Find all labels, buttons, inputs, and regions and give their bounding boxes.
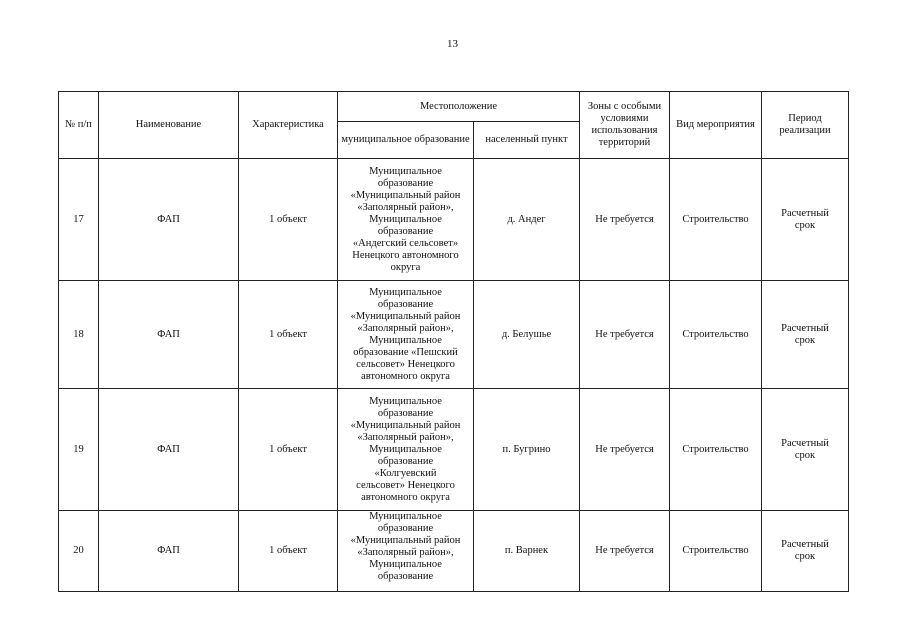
objects-table [58,91,849,592]
municipality-text: Муниципальное образование «Муниципальный район «Заполярный район», Муниципальное образование «Колгуевский сельсовет» Ненецкого автономного округа [350,395,461,503]
row-characteristic: 1 объект [239,159,338,281]
header-zones: Зоны с особыми условиями использования территорий [580,92,670,159]
row-num: 17 [59,159,99,281]
table-row [59,511,849,592]
row-zones: Не требуется [580,281,670,389]
header-characteristic: Характеристика [239,92,338,159]
row-name: ФАП [99,389,239,511]
header-num: № п/п [59,92,99,159]
row-activity: Строительство [670,511,762,592]
row-activity: Строительство [670,159,762,281]
header-municipality: муниципальное образование [338,122,474,159]
page-number: 13 [447,38,458,50]
row-characteristic: 1 объект [239,281,338,389]
municipality-text: Муниципальное образование «Муниципальный район «Заполярный район», Муниципальное образование «Пешский сельсовет» Ненецкого автономного округа [350,286,461,382]
row-num: 19 [59,389,99,511]
row-zones: Не требуется [580,159,670,281]
row-zones: Не требуется [580,389,670,511]
row-settlement: п. Варнек [474,511,580,592]
header-settlement: населенный пункт [474,122,580,159]
municipality-text: Муниципальное образование «Муниципальный район «Заполярный район», Муниципальное образование [350,511,461,582]
header-period: Период реализации [762,92,849,159]
row-characteristic: 1 объект [239,389,338,511]
header-activity: Вид мероприятия [670,92,762,159]
row-activity: Строительство [670,281,762,389]
row-municipality [338,159,474,281]
row-num: 20 [59,511,99,592]
table-row [59,281,849,389]
table-row [59,389,849,511]
municipality-text: Муниципальное образование «Муниципальный район «Заполярный район», Муниципальное образование «Андегский сельсовет» Ненецкого автономного округа [350,165,461,273]
row-name: ФАП [99,281,239,389]
row-period: Расчетный срок [762,159,849,281]
header-location: Местоположение [338,92,580,122]
row-municipality [338,281,474,389]
row-name: ФАП [99,511,239,592]
row-num: 18 [59,281,99,389]
row-period: Расчетный срок [762,511,849,592]
row-settlement: д. Андег [474,159,580,281]
row-characteristic: 1 объект [239,511,338,592]
row-period: Расчетный срок [762,281,849,389]
row-municipality [338,511,474,592]
header-name: Наименование [99,92,239,159]
row-period: Расчетный срок [762,389,849,511]
row-settlement: д. Белушье [474,281,580,389]
row-municipality [338,389,474,511]
row-activity: Строительство [670,389,762,511]
row-zones: Не требуется [580,511,670,592]
row-name: ФАП [99,159,239,281]
table-row [59,159,849,281]
row-settlement: п. Бугрино [474,389,580,511]
